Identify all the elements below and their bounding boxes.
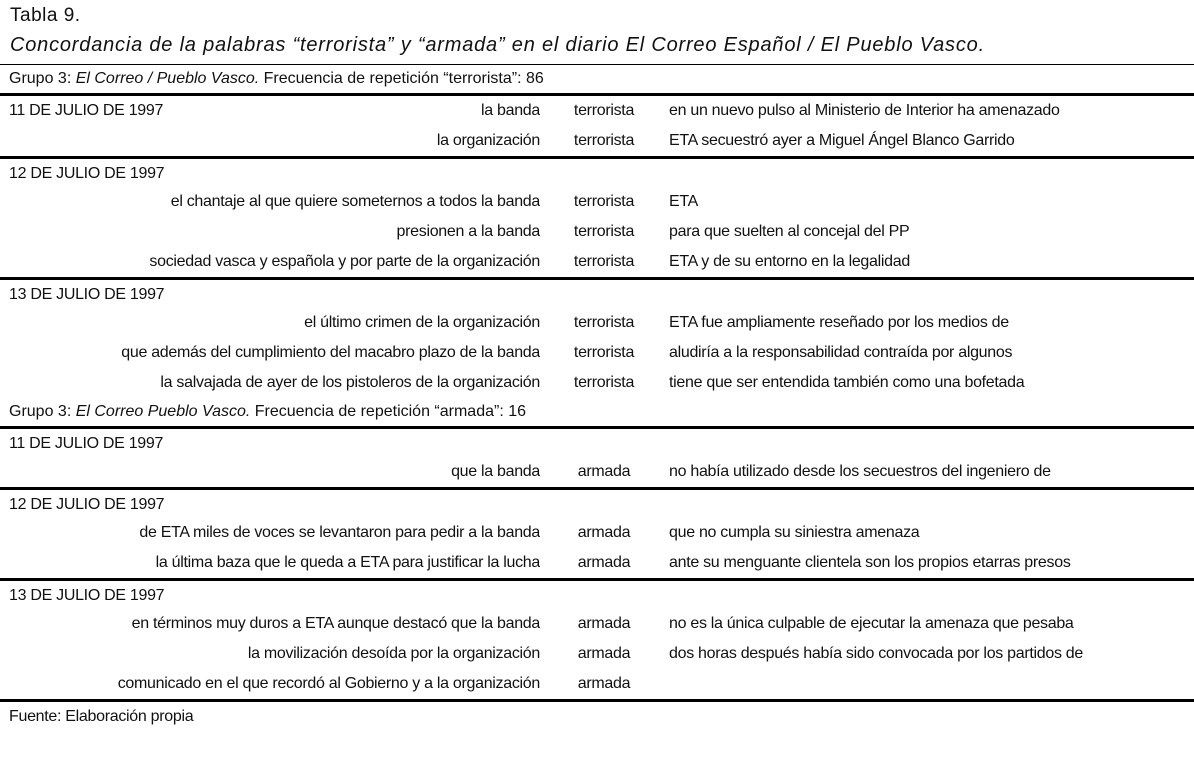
concordance-table [0,64,1194,732]
right-context: ante su menguante clientela son los propios etarras presos [669,554,1071,571]
right-context: no había utilizado desde los secuestros del ingeniero de [669,463,1051,480]
right-context [668,669,1194,699]
left-context: que además del cumplimiento del macabro plazo de la banda [121,344,540,361]
keyword: terrorista [573,223,635,240]
right-context: en un nuevo pulso al Ministerio de Interior ha amenazado [669,102,1060,119]
date-label: 12 DE JULIO DE 1997 [9,165,165,182]
left-context: presionen a la banda [396,223,540,240]
right-context: aludiría a la responsabilidad contraída por algunos [669,344,1013,361]
group-suffix: Frecuencia de repetición “terrorista”: 86 [259,70,544,87]
keyword: terrorista [573,253,635,270]
source-note: Fuente: Elaboración propia [9,708,194,725]
table-row [0,609,1194,639]
right-context: ETA fue ampliamente reseñado por los medios de [669,314,1009,331]
group-paper: El Correo Pueblo Vasco. [75,403,251,420]
table-row [0,548,1194,578]
group-suffix: Frecuencia de repetición “armada”: 16 [250,403,527,420]
left-context: la movilización desoída por la organización [247,645,540,662]
table-row [0,96,1194,126]
table-row [0,308,1194,338]
right-context: tiene que ser entendida también como una bofetada [669,374,1025,391]
date-label: 11 DE JULIO DE 1997 [9,102,164,119]
date-label: 12 DE JULIO DE 1997 [9,496,165,513]
group-header-armada [0,398,1194,426]
keyword: terrorista [573,193,635,210]
keyword: armada [577,524,631,541]
table-row [0,217,1194,247]
table-subtitle: Concordancia de la palabras “terrorista” y “armada” en el diario El Correo Español / El Pueblo Vasco. [10,34,985,56]
date-label: 13 DE JULIO DE 1997 [9,587,165,604]
keyword: armada [577,675,631,692]
group-prefix: Grupo 3: [9,70,76,87]
table-row [0,368,1194,398]
keyword: terrorista [573,132,635,149]
table-row [0,187,1194,217]
table-row [0,338,1194,368]
right-context: no es la única culpable de ejecutar la amenaza que pesaba [669,615,1074,632]
table-row [0,126,1194,156]
right-context: que no cumpla su siniestra amenaza [669,524,920,541]
left-context: el chantaje al que quiere someternos a todos la banda [170,193,540,210]
table-row [0,518,1194,548]
group-header-terrorista [0,65,1194,93]
keyword: terrorista [573,102,635,119]
table-row [0,457,1194,487]
left-context: la organización [436,132,540,149]
left-context: comunicado en el que recordó al Gobierno y a la organización [117,675,540,692]
left-context: en términos muy duros a ETA aunque destacó que la banda [131,615,540,632]
keyword: terrorista [573,344,635,361]
left-context: la salvajada de ayer de los pistoleros de la organización [160,374,540,391]
left-context: la banda [481,102,540,119]
keyword: armada [577,645,631,662]
table-row [0,669,1194,699]
left-context: sociedad vasca y española y por parte de la organización [149,253,540,270]
left-context: la última baza que le queda a ETA para justificar la lucha [155,554,540,571]
group-paper: El Correo / Pueblo Vasco. [75,70,260,87]
keyword: armada [577,463,631,480]
keyword: terrorista [573,314,635,331]
keyword: armada [577,554,631,571]
keyword: armada [577,615,631,632]
group-prefix: Grupo 3: [9,403,76,420]
table-row [0,639,1194,669]
left-context: de ETA miles de voces se levantaron para pedir a la banda [139,524,540,541]
left-context: que la banda [451,463,540,480]
date-section [0,96,1194,156]
right-context: ETA secuestró ayer a Miguel Ángel Blanco Garrido [669,132,1015,149]
date-label: 13 DE JULIO DE 1997 [9,286,165,303]
left-context: el último crimen de la organización [304,314,540,331]
table-row [0,247,1194,277]
date-label: 11 DE JULIO DE 1997 [9,435,164,452]
right-context: dos horas después había sido convocada por los partidos de [669,645,1083,662]
right-context: ETA [669,193,699,210]
right-context: para que suelten al concejal del PP [669,223,910,240]
table-title: Tabla 9. [10,5,81,26]
right-context: ETA y de su entorno en la legalidad [669,253,910,270]
keyword: terrorista [573,374,635,391]
